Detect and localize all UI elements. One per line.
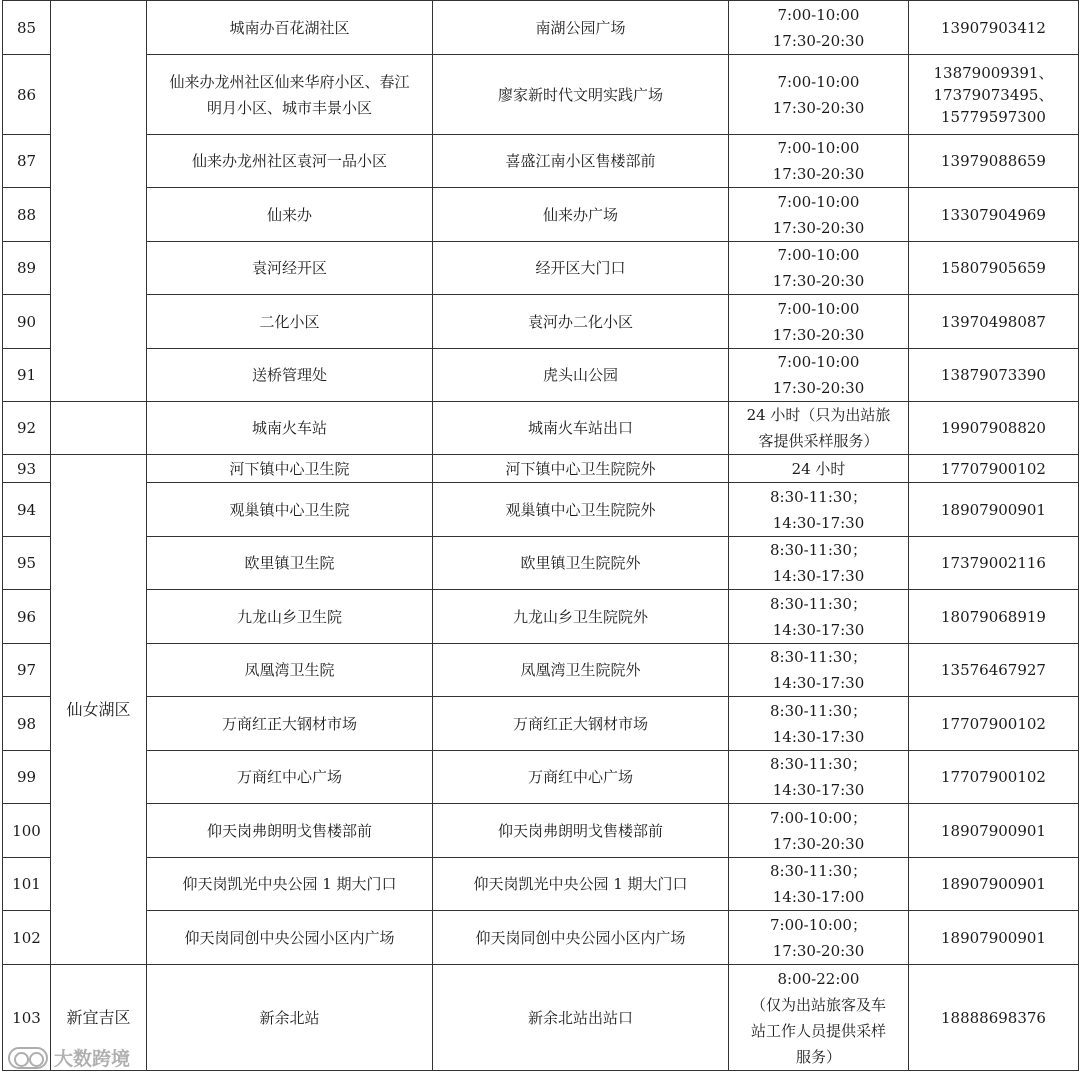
time-cell-line: 7:00-10:00； xyxy=(770,915,867,934)
place-cell xyxy=(147,858,433,911)
time-cell-line: 8:30-11:30； xyxy=(770,701,867,720)
place-cell xyxy=(147,55,433,135)
table-row xyxy=(3,349,1079,402)
site-cell-line: 新余北站出站口 xyxy=(527,1008,633,1027)
time-cell-line: 8:30-11:30； xyxy=(770,862,867,880)
time-cell-line: 17:30-20:30 xyxy=(772,165,865,183)
time-cell-line: 8:30-11:30； xyxy=(770,594,867,613)
row-number: 93 xyxy=(3,455,51,483)
phone-cell xyxy=(909,295,1079,349)
table-row xyxy=(3,858,1079,911)
site-cell-line: 廖家新时代文明实践广场 xyxy=(497,85,663,104)
phone-cell-line: 13970498087 xyxy=(941,312,1046,331)
site-cell xyxy=(433,537,729,590)
phone-cell xyxy=(909,911,1079,965)
time-cell xyxy=(729,644,909,697)
site-cell xyxy=(433,1,729,55)
site-cell-line: 观巢镇中心卫生院院外 xyxy=(505,500,656,519)
site-cell xyxy=(433,295,729,349)
row-number: 101 xyxy=(3,858,51,911)
place-cell xyxy=(147,242,433,295)
row-number: 88 xyxy=(3,188,51,242)
time-cell-line: 服务） xyxy=(795,1047,841,1066)
row-number: 96 xyxy=(3,590,51,644)
sampling-sites-table xyxy=(2,0,1079,1071)
table-row xyxy=(3,644,1079,697)
phone-cell-line: 18907900901 xyxy=(941,875,1046,893)
phone-cell xyxy=(909,858,1079,911)
time-cell-line: 站工作人员提供采样 xyxy=(750,1021,886,1040)
place-cell xyxy=(147,455,433,483)
place-cell xyxy=(147,537,433,590)
place-cell-line: 仰天岗同创中央公园小区内广场 xyxy=(184,928,395,947)
phone-cell-line: 13979088659 xyxy=(941,152,1046,170)
time-cell xyxy=(729,590,909,644)
site-cell-line: 九龙山乡卫生院院外 xyxy=(512,607,648,626)
time-cell-line: 17:30-20:30 xyxy=(772,31,865,50)
site-cell-line: 仰天岗凯光中央公园 1 期大门口 xyxy=(473,875,688,893)
place-cell xyxy=(147,804,433,858)
time-cell xyxy=(729,242,909,295)
phone-cell-line: 17379073495、 xyxy=(933,85,1054,104)
site-cell-line: 喜盛江南小区售楼部前 xyxy=(505,152,656,170)
site-cell-line: 河下镇中心卫生院院外 xyxy=(505,459,656,478)
site-cell xyxy=(433,911,729,965)
place-cell-line: 欧里镇卫生院 xyxy=(244,554,335,572)
place-cell-line: 凤凰湾卫生院 xyxy=(244,661,335,679)
site-cell-line: 仰天岗同创中央公园小区内广场 xyxy=(475,928,686,947)
time-cell-line: 7:00-10:00 xyxy=(777,5,860,24)
place-cell-line: 送桥管理处 xyxy=(251,366,327,384)
time-cell-line: 24 小时 xyxy=(791,459,846,478)
phone-cell xyxy=(909,804,1079,858)
time-cell-line: 7:00-10:00 xyxy=(777,192,860,211)
time-cell-line: （仅为出站旅客及车 xyxy=(750,995,886,1014)
row-number: 90 xyxy=(3,295,51,349)
table-row xyxy=(3,188,1079,242)
phone-cell xyxy=(909,590,1079,644)
phone-cell-line: 17707900102 xyxy=(941,714,1046,733)
place-cell-line: 袁河经开区 xyxy=(251,259,327,277)
watermark-logo-icon xyxy=(8,1047,48,1069)
time-cell xyxy=(729,55,909,135)
place-cell-line: 仙来办龙州社区仙来华府小区、春江 xyxy=(169,72,410,91)
site-cell-line: 欧里镇卫生院院外 xyxy=(520,554,641,572)
phone-cell-line: 13879073390 xyxy=(941,366,1046,384)
row-number: 98 xyxy=(3,697,51,751)
place-cell-line: 城南火车站 xyxy=(251,419,327,437)
phone-cell xyxy=(909,349,1079,402)
time-cell xyxy=(729,1,909,55)
phone-cell-line: 13907903412 xyxy=(941,18,1046,37)
phone-cell xyxy=(909,188,1079,242)
time-cell xyxy=(729,751,909,804)
time-cell xyxy=(729,911,909,965)
site-cell xyxy=(433,590,729,644)
time-cell-line: 8:00-22:00 xyxy=(777,969,860,988)
table-row xyxy=(3,55,1079,135)
phone-cell-line: 18907900901 xyxy=(941,500,1046,519)
place-cell-line: 九龙山乡卫生院 xyxy=(236,607,342,626)
site-cell-line: 仙来办广场 xyxy=(542,205,618,224)
time-cell-line: 8:30-11:30； xyxy=(770,541,867,559)
row-number: 87 xyxy=(3,135,51,188)
table-row xyxy=(3,455,1079,483)
site-cell xyxy=(433,349,729,402)
time-cell-line: 17:30-20:30 xyxy=(772,218,865,237)
phone-cell xyxy=(909,135,1079,188)
phone-cell xyxy=(909,242,1079,295)
watermark xyxy=(8,1044,130,1071)
place-cell xyxy=(147,295,433,349)
time-cell xyxy=(729,858,909,911)
table-row xyxy=(3,751,1079,804)
row-number: 102 xyxy=(3,911,51,965)
place-cell-line: 河下镇中心卫生院 xyxy=(229,459,350,478)
phone-cell-line: 13307904969 xyxy=(941,205,1046,224)
place-cell-line: 万商红中心广场 xyxy=(236,768,342,786)
place-cell-line: 仰天岗弗朗明戈售楼部前 xyxy=(206,821,372,840)
table-row xyxy=(3,911,1079,965)
row-number: 97 xyxy=(3,644,51,697)
phone-cell xyxy=(909,751,1079,804)
time-cell-line: 17:30-20:30 xyxy=(772,272,865,290)
phone-cell-line: 18079068919 xyxy=(941,607,1046,626)
site-cell-line: 经开区大门口 xyxy=(535,259,626,277)
watermark-text: 大数跨境 xyxy=(54,1048,131,1070)
site-cell-line: 万商红中心广场 xyxy=(527,768,633,786)
time-cell-line: 8:30-11:30； xyxy=(770,648,867,666)
time-cell-line: 17:30-20:30 xyxy=(772,98,865,117)
row-number: 100 xyxy=(3,804,51,858)
place-cell-line: 城南办百花湖社区 xyxy=(229,18,350,37)
time-cell xyxy=(729,455,909,483)
phone-cell xyxy=(909,402,1079,455)
time-cell xyxy=(729,188,909,242)
phone-cell-line: 15807905659 xyxy=(941,259,1046,277)
phone-cell-line: 18907900901 xyxy=(941,821,1046,840)
time-cell xyxy=(729,295,909,349)
time-cell-line: 14:30-17:30 xyxy=(772,781,865,799)
table-row xyxy=(3,697,1079,751)
time-cell-line: 17:30-20:30 xyxy=(772,834,865,853)
place-cell xyxy=(147,965,433,1071)
place-cell xyxy=(147,1,433,55)
time-cell-line: 7:00-10:00； xyxy=(770,808,867,827)
table-row xyxy=(3,295,1079,349)
table-row xyxy=(3,590,1079,644)
phone-cell-line: 17707900102 xyxy=(941,459,1046,478)
site-cell xyxy=(433,751,729,804)
table-row xyxy=(3,804,1079,858)
phone-cell xyxy=(909,55,1079,135)
time-cell xyxy=(729,537,909,590)
row-number: 92 xyxy=(3,402,51,455)
time-cell-line: 24 小时（只为出站旅 xyxy=(746,406,891,424)
place-cell xyxy=(147,697,433,751)
time-cell xyxy=(729,965,909,1071)
time-cell xyxy=(729,697,909,751)
site-cell xyxy=(433,965,729,1071)
row-number: 89 xyxy=(3,242,51,295)
place-cell-line: 仙来办 xyxy=(266,205,312,224)
site-cell xyxy=(433,644,729,697)
site-cell-line: 南湖公园广场 xyxy=(535,18,626,37)
place-cell-line: 明月小区、城市丰景小区 xyxy=(206,98,372,117)
place-cell-line: 新余北站 xyxy=(259,1008,320,1027)
time-cell xyxy=(729,483,909,537)
time-cell-line: 14:30-17:30 xyxy=(772,620,865,639)
phone-cell-line: 13879009391、 xyxy=(933,63,1054,82)
place-cell-line: 观巢镇中心卫生院 xyxy=(229,500,350,519)
row-number: 85 xyxy=(3,1,51,55)
phone-cell-line: 13576467927 xyxy=(941,661,1046,679)
phone-cell-line: 15779597300 xyxy=(941,107,1046,126)
site-cell xyxy=(433,483,729,537)
time-cell-line: 7:00-10:00 xyxy=(777,246,860,264)
district-cell xyxy=(51,1,147,402)
phone-cell xyxy=(909,455,1079,483)
phone-cell-line: 17707900102 xyxy=(941,768,1046,786)
row-number: 95 xyxy=(3,537,51,590)
time-cell xyxy=(729,804,909,858)
row-number: 103 xyxy=(3,965,51,1071)
phone-cell xyxy=(909,965,1079,1071)
site-cell-line: 虎头山公园 xyxy=(542,366,618,384)
place-cell xyxy=(147,483,433,537)
time-cell-line: 14:30-17:00 xyxy=(772,888,865,906)
table-row xyxy=(3,483,1079,537)
place-cell xyxy=(147,590,433,644)
row-number: 99 xyxy=(3,751,51,804)
phone-cell xyxy=(909,483,1079,537)
phone-cell xyxy=(909,1,1079,55)
time-cell-line: 17:30-20:30 xyxy=(772,325,865,344)
row-number: 86 xyxy=(3,55,51,135)
time-cell-line: 14:30-17:30 xyxy=(772,727,865,746)
district-cell: 仙女湖区 xyxy=(51,455,147,965)
site-cell xyxy=(433,697,729,751)
table-row xyxy=(3,1,1079,55)
time-cell-line: 7:00-10:00 xyxy=(777,353,860,371)
site-cell-line: 凤凰湾卫生院院外 xyxy=(520,661,641,679)
table-row xyxy=(3,242,1079,295)
place-cell xyxy=(147,188,433,242)
site-cell xyxy=(433,804,729,858)
site-cell xyxy=(433,242,729,295)
time-cell-line: 17:30-20:30 xyxy=(772,941,865,960)
time-cell-line: 7:00-10:00 xyxy=(777,139,860,157)
site-cell xyxy=(433,135,729,188)
site-cell-line: 万商红正大钢材市场 xyxy=(512,714,648,733)
place-cell-line: 仰天岗凯光中央公园 1 期大门口 xyxy=(182,875,397,893)
place-cell xyxy=(147,135,433,188)
site-cell-line: 袁河办二化小区 xyxy=(527,312,633,331)
time-cell-line: 7:00-10:00 xyxy=(777,72,860,91)
time-cell xyxy=(729,349,909,402)
time-cell-line: 7:00-10:00 xyxy=(777,299,860,318)
row-number: 91 xyxy=(3,349,51,402)
site-cell xyxy=(433,455,729,483)
site-cell-line: 仰天岗弗朗明戈售楼部前 xyxy=(497,821,663,840)
time-cell-line: 8:30-11:30； xyxy=(770,755,867,773)
phone-cell xyxy=(909,537,1079,590)
place-cell xyxy=(147,911,433,965)
time-cell xyxy=(729,135,909,188)
table-row xyxy=(3,402,1079,455)
phone-cell xyxy=(909,644,1079,697)
site-cell-line: 城南火车站出口 xyxy=(527,419,633,437)
site-cell xyxy=(433,402,729,455)
time-cell-line: 17:30-20:30 xyxy=(772,379,865,397)
district-cell xyxy=(51,402,147,455)
site-cell xyxy=(433,858,729,911)
place-cell xyxy=(147,349,433,402)
table-row xyxy=(3,965,1079,1071)
time-cell xyxy=(729,402,909,455)
phone-cell xyxy=(909,697,1079,751)
time-cell-line: 14:30-17:30 xyxy=(772,674,865,692)
place-cell-line: 万商红正大钢材市场 xyxy=(221,714,357,733)
row-number: 94 xyxy=(3,483,51,537)
phone-cell-line: 18888698376 xyxy=(941,1008,1046,1027)
site-cell xyxy=(433,55,729,135)
place-cell-line: 仙来办龙州社区袁河一品小区 xyxy=(191,152,387,170)
time-cell-line: 14:30-17:30 xyxy=(772,513,865,532)
phone-cell-line: 19907908820 xyxy=(941,419,1046,437)
table-row xyxy=(3,537,1079,590)
place-cell-line: 二化小区 xyxy=(259,312,320,331)
district-cell: 新宜吉区 xyxy=(51,965,147,1071)
phone-cell-line: 18907900901 xyxy=(941,928,1046,947)
time-cell-line: 客提供采样服务） xyxy=(758,432,879,450)
place-cell xyxy=(147,751,433,804)
phone-cell-line: 17379002116 xyxy=(941,554,1046,572)
place-cell xyxy=(147,402,433,455)
place-cell xyxy=(147,644,433,697)
time-cell-line: 14:30-17:30 xyxy=(772,567,865,585)
site-cell xyxy=(433,188,729,242)
table-row xyxy=(3,135,1079,188)
time-cell-line: 8:30-11:30； xyxy=(770,487,867,506)
